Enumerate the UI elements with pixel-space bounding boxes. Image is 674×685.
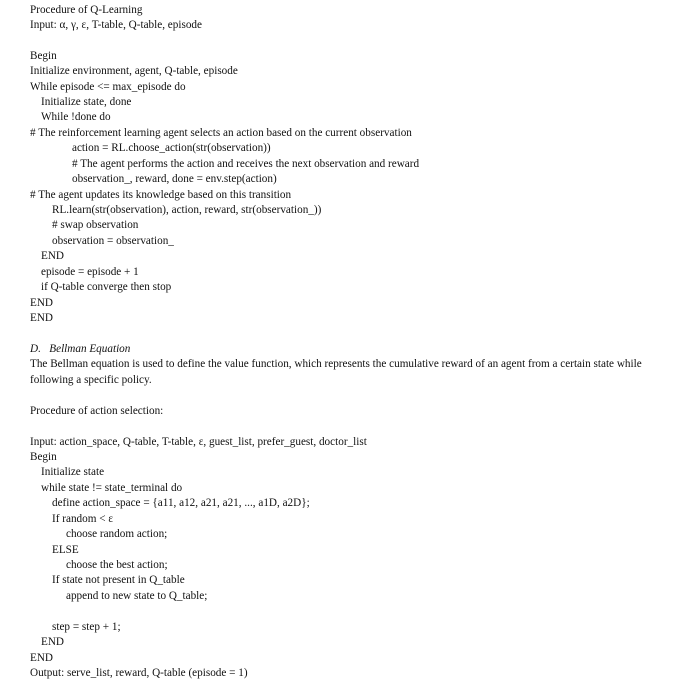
code-line: choose random action; — [66, 528, 168, 540]
code-line: END — [41, 250, 64, 262]
code-line: Begin — [30, 451, 57, 463]
code-comment: # The agent performs the action and receives the next observation and reward — [72, 158, 420, 170]
code-line: END — [30, 297, 53, 309]
action-selection-title: Procedure of action selection: — [30, 405, 164, 417]
section-paragraph: The Bellman equation is used to define the value function, which represents the cumulative reward of an agent from a certain state while following a specific policy. — [30, 358, 642, 386]
code-line: define action_space = {a11, a12, a21, a21, ..., a1D, a2D}; — [52, 497, 310, 509]
code-line: Begin — [30, 50, 57, 62]
code-comment: # swap observation — [52, 219, 139, 231]
code-line: If random < ε — [52, 513, 114, 525]
code-line: action = RL.choose_action(str(observation)) — [72, 142, 271, 154]
code-comment: # The agent updates its knowledge based on this transition — [30, 189, 292, 201]
code-line: while state != state_terminal do — [41, 482, 183, 494]
code-line: observation_, reward, done = env.step(action) — [72, 173, 277, 185]
code-line: choose the best action; — [66, 559, 168, 571]
code-line: observation = observation_ — [52, 235, 174, 247]
code-line: Initialize state — [41, 466, 105, 478]
code-line: If state not present in Q_table — [52, 574, 185, 586]
code-line: RL.learn(str(observation), action, reward, str(observation_)) — [52, 204, 322, 216]
code-line: ELSE — [52, 544, 79, 556]
code-line: episode = episode + 1 — [41, 266, 139, 278]
section-heading: D. Bellman Equation — [30, 343, 131, 355]
code-line: append to new state to Q_table; — [66, 590, 208, 602]
code-line: if Q-table converge then stop — [41, 281, 172, 293]
action-selection-output: Output: serve_list, reward, Q-table (episode = 1) — [30, 667, 248, 679]
code-line: END — [30, 652, 53, 664]
code-line: END — [41, 636, 64, 648]
qlearning-title: Procedure of Q-Learning — [30, 4, 143, 16]
code-line: While episode <= max_episode do — [30, 81, 186, 93]
code-line: Initialize state, done — [41, 96, 132, 108]
code-line: END — [30, 312, 53, 324]
code-line: While !done do — [41, 111, 111, 123]
qlearning-input: Input: α, γ, ε, T-table, Q-table, episode — [30, 19, 202, 31]
code-line: step = step + 1; — [52, 621, 121, 633]
code-line: Initialize environment, agent, Q-table, episode — [30, 65, 238, 77]
code-comment: # The reinforcement learning agent selects an action based on the current observation — [30, 127, 412, 139]
action-selection-input: Input: action_space, Q-table, T-table, ε, guest_list, prefer_guest, doctor_list — [30, 436, 367, 448]
